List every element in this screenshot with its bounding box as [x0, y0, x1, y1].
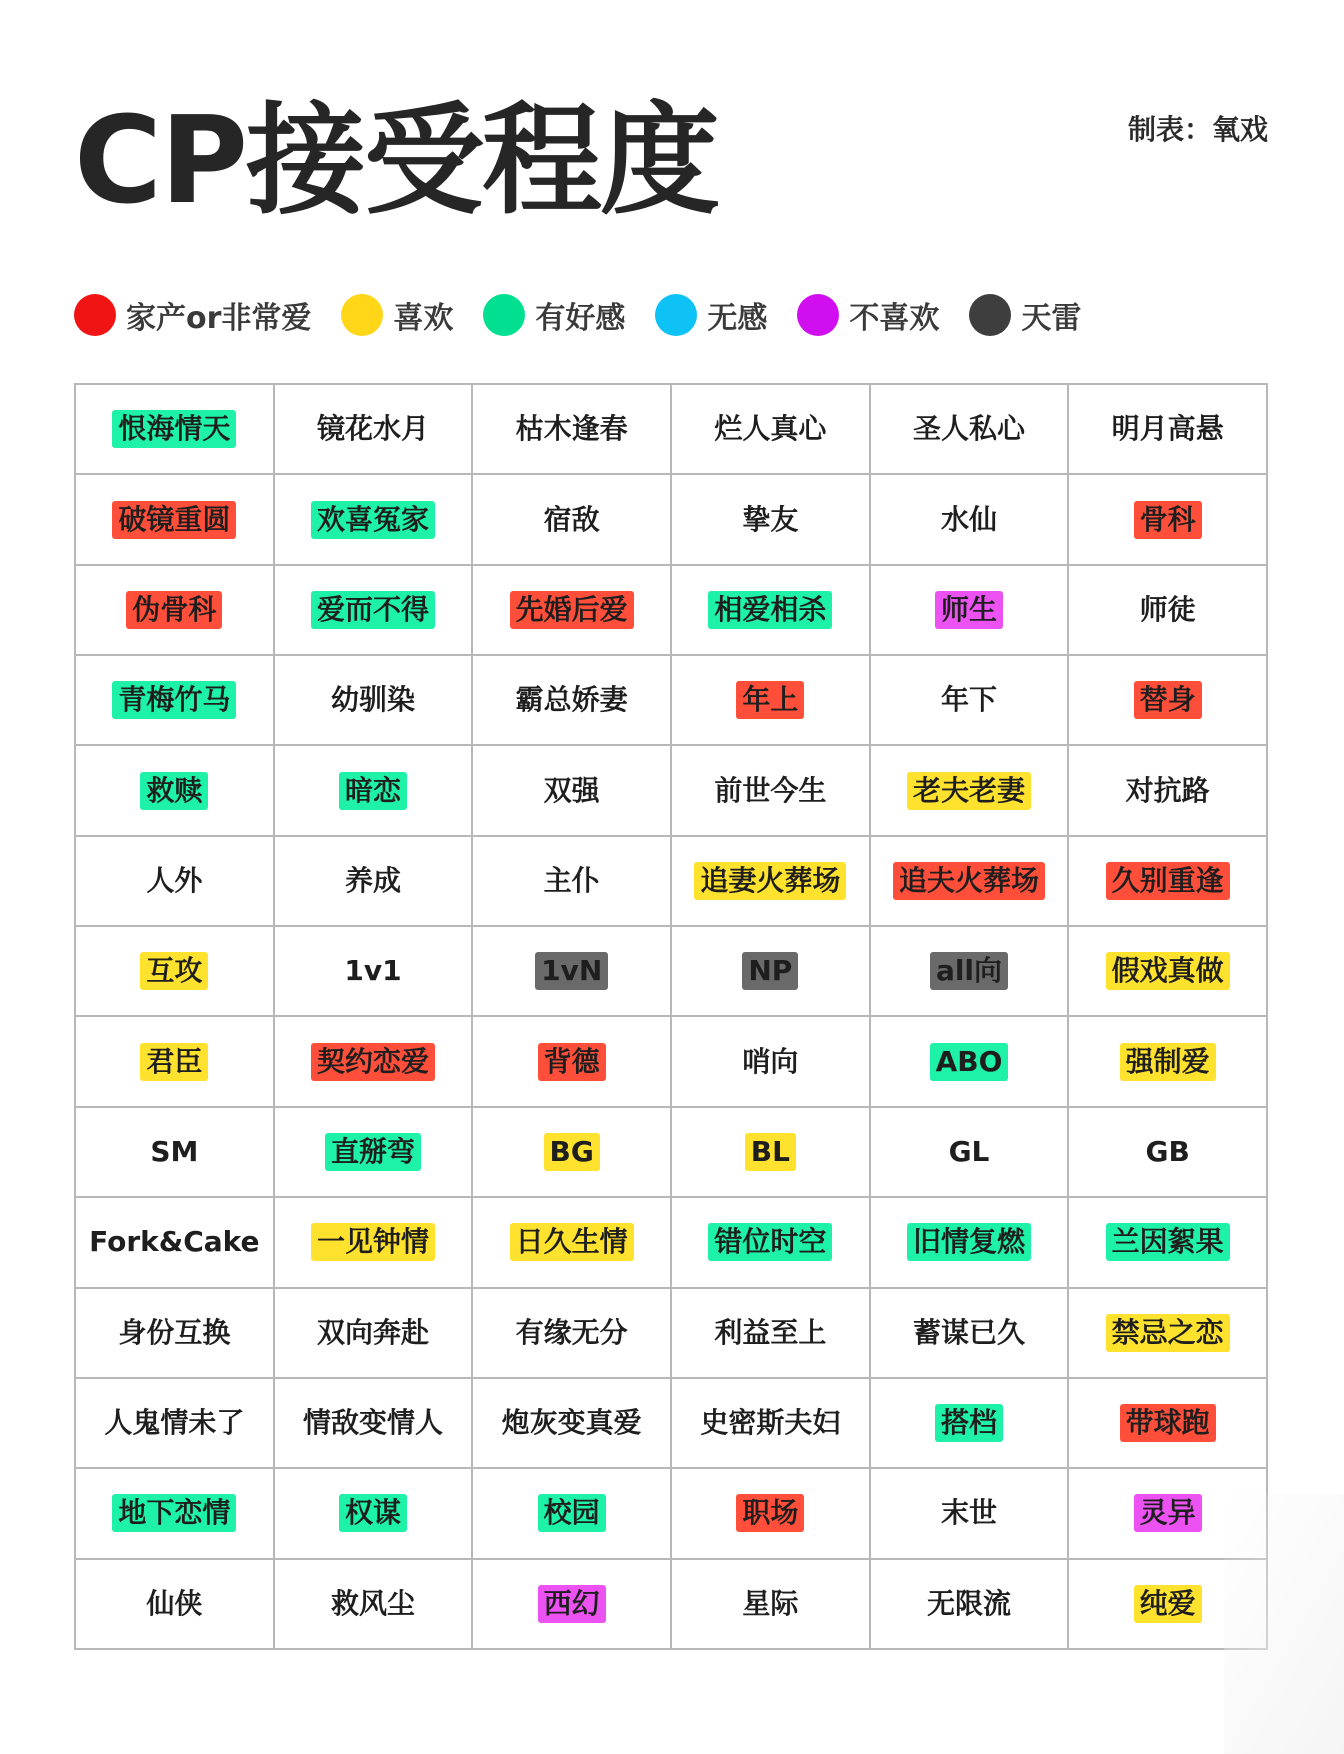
trope-label-like: 追妻火葬场: [694, 862, 846, 900]
trope-label: 霸总娇妻: [515, 683, 628, 717]
trope-label-hate: 1vN: [535, 952, 608, 990]
grid-cell: [76, 566, 275, 656]
trope-label: 前世今生: [714, 773, 827, 807]
grid-cell: [871, 656, 1070, 746]
grid-cell: [473, 1469, 672, 1559]
trope-label-like: 君臣: [140, 1043, 208, 1081]
trope-label-good: ABO: [930, 1043, 1009, 1081]
trope-label: 对抗路: [1125, 773, 1210, 807]
grid-cell: [76, 1198, 275, 1288]
trope-label-love: 替身: [1134, 681, 1202, 719]
grid-cell: [672, 656, 871, 746]
trope-label-love: 契约恋爱: [311, 1043, 435, 1081]
trope-label: SM: [150, 1135, 199, 1169]
grid-cell: [76, 1560, 275, 1650]
trope-label: 哨向: [742, 1044, 799, 1078]
grid-cell: [76, 927, 275, 1017]
grid-cell: [1069, 475, 1268, 565]
grid-cell: [1069, 927, 1268, 1017]
trope-label: 挚友: [742, 502, 799, 536]
grid-cell: [275, 1198, 474, 1288]
legend-item-love: [74, 293, 311, 337]
grid-cell: [672, 1017, 871, 1107]
grid-cell: [275, 385, 474, 475]
grid-cell: [275, 656, 474, 746]
trope-label: 烂人真心: [714, 412, 827, 446]
trope-label-dislike: 师生: [935, 591, 1003, 629]
trope-label: GL: [948, 1135, 990, 1169]
grid-cell: [1069, 746, 1268, 836]
trope-label: 情敌变情人: [302, 1406, 443, 1440]
grid-cell: [76, 837, 275, 927]
grid-cell: [275, 1108, 474, 1198]
grid-cell: [672, 837, 871, 927]
grid-cell: [275, 927, 474, 1017]
trope-label: 有缘无分: [515, 1315, 628, 1349]
legend-label: 无感: [707, 301, 768, 336]
trope-label: 圣人私心: [912, 412, 1025, 446]
grid-cell: [1069, 656, 1268, 746]
legend: [74, 292, 1111, 338]
grid-cell: [76, 1469, 275, 1559]
grid-cell: [1069, 1379, 1268, 1469]
legend-dot-love: [74, 294, 116, 336]
trope-label-like: 强制爱: [1120, 1043, 1216, 1081]
legend-dot-neutral: [655, 294, 697, 336]
trope-label-hate: NP: [742, 952, 798, 990]
trope-label: 蓄谋已久: [912, 1315, 1025, 1349]
grid-cell: [1069, 1108, 1268, 1198]
grid-cell: [473, 475, 672, 565]
grid-cell: [1069, 566, 1268, 656]
trope-label: 身份互换: [118, 1315, 231, 1349]
grid-cell: [473, 1017, 672, 1107]
grid-cell: [672, 1560, 871, 1650]
trope-label-like: 老夫老妻: [907, 772, 1031, 810]
trope-label: 主仆: [543, 863, 600, 897]
trope-label: 养成: [344, 863, 401, 897]
grid-cell: [275, 566, 474, 656]
grid-cell: [473, 1289, 672, 1379]
legend-item-like: [341, 293, 453, 337]
grid-cell: [672, 1469, 871, 1559]
trope-label-good: 错位时空: [708, 1223, 832, 1261]
grid-cell: [275, 1017, 474, 1107]
trope-label-love: 背德: [538, 1043, 606, 1081]
grid-cell: [275, 837, 474, 927]
grid-cell: [672, 1108, 871, 1198]
trope-label: 水仙: [940, 502, 997, 536]
grid-cell: [672, 927, 871, 1017]
trope-label-like: BG: [544, 1133, 600, 1171]
trope-label: 幼驯染: [330, 683, 415, 717]
trope-label-dislike: 西幻: [538, 1585, 606, 1623]
grid-cell: [473, 385, 672, 475]
grid-cell: [871, 1198, 1070, 1288]
trope-label-like: 纯爱: [1134, 1585, 1202, 1623]
grid-cell: [76, 1017, 275, 1107]
trope-label-love: 职场: [736, 1494, 804, 1532]
trope-label-good: 搭档: [935, 1404, 1003, 1442]
grid-cell: [672, 1379, 871, 1469]
trope-label-good: 旧情复燃: [907, 1223, 1031, 1261]
legend-item-hate: [969, 293, 1081, 337]
grid-cell: [76, 656, 275, 746]
grid-cell: [473, 746, 672, 836]
trope-label-like: BL: [745, 1133, 796, 1171]
trope-label: 末世: [940, 1496, 997, 1530]
legend-dot-like: [341, 294, 383, 336]
trope-label: 双强: [543, 773, 600, 807]
trope-label-like: 假戏真做: [1106, 952, 1230, 990]
grid-cell: [473, 656, 672, 746]
trope-label-good: 权谋: [339, 1494, 407, 1532]
grid-cell: [1069, 1017, 1268, 1107]
trope-label-good: 恨海情天: [112, 410, 236, 448]
legend-dot-hate: [969, 294, 1011, 336]
grid-cell: [473, 1379, 672, 1469]
grid-cell: [871, 1469, 1070, 1559]
legend-label: 天雷: [1021, 301, 1082, 336]
grid-cell: [473, 566, 672, 656]
grid-cell: [473, 1560, 672, 1650]
grid-cell: [871, 837, 1070, 927]
legend-item-neutral: [655, 293, 767, 337]
trope-label: 枯木逢春: [515, 412, 628, 446]
trope-label-good: 暗恋: [339, 772, 407, 810]
trope-label-good: 爱而不得: [311, 591, 435, 629]
trope-grid: [74, 383, 1268, 1650]
grid-cell: [1069, 1289, 1268, 1379]
legend-dot-dislike: [797, 294, 839, 336]
corner-shading: [1224, 1494, 1344, 1754]
trope-label-love: 年上: [736, 681, 804, 719]
grid-cell: [76, 1379, 275, 1469]
grid-cell: [871, 746, 1070, 836]
trope-label-good: 相爱相杀: [708, 591, 832, 629]
grid-cell: [871, 566, 1070, 656]
grid-cell: [871, 385, 1070, 475]
grid-cell: [76, 746, 275, 836]
page-title: CP接受程度: [74, 92, 719, 231]
trope-label: 明月高悬: [1111, 412, 1224, 446]
trope-label: 年下: [940, 683, 997, 717]
legend-label: 不喜欢: [849, 301, 940, 336]
trope-label: 利益至上: [714, 1315, 827, 1349]
author-credit: 制表：氧戏: [1127, 113, 1268, 146]
grid-cell: [871, 927, 1070, 1017]
trope-label-love: 破镜重圆: [112, 501, 236, 539]
trope-label-like: 互攻: [140, 952, 208, 990]
trope-label-good: 欢喜冤家: [311, 501, 435, 539]
trope-label-dislike: 灵异: [1134, 1494, 1202, 1532]
trope-label-love: 久别重逢: [1106, 862, 1230, 900]
grid-cell: [275, 746, 474, 836]
trope-label: 宿敌: [543, 502, 600, 536]
trope-label-good: 地下恋情: [112, 1494, 236, 1532]
grid-cell: [275, 1379, 474, 1469]
trope-label-good: 兰因絮果: [1106, 1223, 1230, 1261]
grid-cell: [871, 1379, 1070, 1469]
grid-cell: [871, 475, 1070, 565]
grid-cell: [672, 475, 871, 565]
grid-cell: [275, 1560, 474, 1650]
grid-cell: [1069, 385, 1268, 475]
grid-cell: [275, 1289, 474, 1379]
trope-label: 星际: [742, 1586, 799, 1620]
trope-label-like: 日久生情: [510, 1223, 634, 1261]
legend-label: 家产or非常爱: [126, 301, 312, 336]
trope-label: 仙侠: [146, 1586, 203, 1620]
trope-label-good: 救赎: [140, 772, 208, 810]
trope-label: 双向奔赴: [316, 1315, 429, 1349]
grid-cell: [871, 1108, 1070, 1198]
trope-label-hate: all向: [930, 952, 1008, 990]
trope-label: 炮灰变真爱: [501, 1406, 642, 1440]
trope-label-good: 青梅竹马: [112, 681, 236, 719]
grid-cell: [275, 475, 474, 565]
grid-cell: [76, 475, 275, 565]
legend-dot-good: [483, 294, 525, 336]
trope-label-like: 禁忌之恋: [1106, 1314, 1230, 1352]
grid-cell: [871, 1560, 1070, 1650]
grid-cell: [275, 1469, 474, 1559]
trope-label-good: 校园: [538, 1494, 606, 1532]
trope-label: 镜花水月: [316, 412, 429, 446]
grid-cell: [473, 837, 672, 927]
grid-cell: [672, 566, 871, 656]
trope-label: 师徒: [1139, 592, 1196, 626]
trope-label: GB: [1145, 1135, 1190, 1169]
grid-cell: [473, 927, 672, 1017]
grid-cell: [672, 385, 871, 475]
grid-cell: [76, 385, 275, 475]
trope-label: 史密斯夫妇: [700, 1406, 841, 1440]
trope-label-love: 先婚后爱: [510, 591, 634, 629]
trope-label-good: 直掰弯: [325, 1133, 421, 1171]
grid-cell: [871, 1289, 1070, 1379]
grid-cell: [473, 1108, 672, 1198]
grid-cell: [473, 1198, 672, 1288]
grid-cell: [672, 1289, 871, 1379]
grid-cell: [871, 1017, 1070, 1107]
trope-label-like: 一见钟情: [311, 1223, 435, 1261]
legend-item-good: [483, 293, 625, 337]
trope-label: 1v1: [344, 954, 402, 988]
trope-label: 无限流: [926, 1586, 1011, 1620]
trope-label-love: 骨科: [1134, 501, 1202, 539]
trope-label: 救风尘: [330, 1586, 415, 1620]
trope-label-love: 伪骨科: [126, 591, 222, 629]
trope-label: Fork&Cake: [89, 1225, 260, 1259]
legend-item-dislike: [797, 293, 939, 337]
trope-label-love: 追夫火葬场: [893, 862, 1045, 900]
grid-cell: [1069, 1198, 1268, 1288]
trope-label: 人鬼情未了: [104, 1406, 245, 1440]
trope-label: 人外: [146, 863, 203, 897]
legend-label: 喜欢: [393, 301, 454, 336]
grid-cell: [1069, 837, 1268, 927]
legend-label: 有好感: [535, 301, 626, 336]
grid-cell: [76, 1289, 275, 1379]
grid-cell: [76, 1108, 275, 1198]
trope-label-love: 带球跑: [1120, 1404, 1216, 1442]
grid-cell: [672, 1198, 871, 1288]
grid-cell: [672, 746, 871, 836]
